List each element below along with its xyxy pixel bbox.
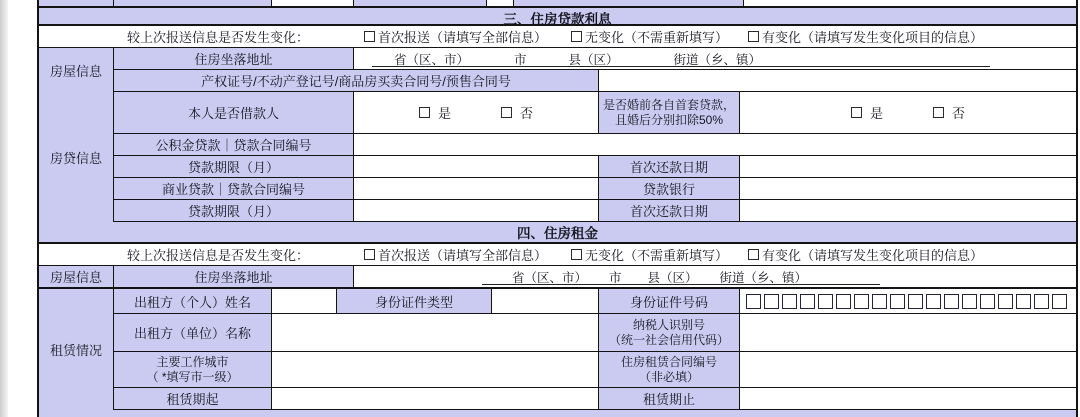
section4-header xyxy=(39,222,1076,244)
gjj-loan-term-label: 贷款期限（月） xyxy=(114,156,354,177)
section3-cert-row xyxy=(114,70,1076,92)
option-has-change xyxy=(748,27,983,46)
borrower-no-option: 否 xyxy=(501,103,533,122)
rental-situation-group-label: 租赁情况 xyxy=(39,289,114,410)
premarital-no-option: 否 xyxy=(933,103,965,122)
work-city-input[interactable] xyxy=(272,352,599,387)
id-digit-box xyxy=(800,294,815,309)
no-change-label: 无变化（不需重新填写） xyxy=(585,30,729,45)
taxpayer-id-label: 纳税人识别号 （统一社会信用代码） xyxy=(599,314,740,351)
lessor-person-name-label: 出租方（个人）姓名 xyxy=(114,289,272,313)
house-info-group-label: 房屋信息 xyxy=(39,266,114,287)
id-type-label: 身份证件类型 xyxy=(337,289,492,313)
prev-table-cell xyxy=(272,0,354,6)
id-digit-box xyxy=(980,294,995,309)
first-report-checkbox-icon[interactable] xyxy=(364,31,375,42)
gjj-first-repay-label: 首次还款日期 xyxy=(599,156,740,177)
tax-deduction-form-table xyxy=(37,0,1078,417)
borrower-yes-checkbox-icon[interactable] xyxy=(419,107,430,118)
no-change-label: 无变化（不需重新填写） xyxy=(585,248,729,263)
street-label: 街道（乡、镇） xyxy=(673,53,762,67)
id-number-label: 身份证件号码 xyxy=(599,289,740,313)
no-change-checkbox-icon[interactable] xyxy=(571,249,582,260)
gjj-loan-contract-input[interactable] xyxy=(354,134,1076,155)
lessor-person-name-input[interactable] xyxy=(272,289,337,313)
commercial-loan-contract-input[interactable] xyxy=(354,178,599,199)
borrower-no-checkbox-icon[interactable] xyxy=(501,107,512,118)
rental-contract-label: 住房租赁合同编号 （非必填） xyxy=(599,352,740,387)
first-report-label: 首次报送（请填写全部信息） xyxy=(378,30,548,45)
section3-title: 三、住房贷款利息 xyxy=(503,12,612,27)
work-city-row xyxy=(114,352,1076,388)
gjj-first-repay-input[interactable] xyxy=(740,156,1076,177)
option-no-change xyxy=(571,27,728,46)
loan-bank-input[interactable] xyxy=(740,178,1076,199)
rent-start-input[interactable] xyxy=(272,388,599,409)
section3-change-row xyxy=(39,26,1076,48)
id-number-boxes[interactable] xyxy=(740,294,1076,309)
premarital-yes-checkbox-icon[interactable] xyxy=(851,107,862,118)
id-digit-box xyxy=(908,294,923,309)
commercial-loan-row xyxy=(114,178,1076,200)
commercial-loan-contract-label: 商业贷款｜贷款合同编号 xyxy=(114,178,354,199)
section4-title: 四、住房租金 xyxy=(517,226,598,241)
property-cert-label: 产权证号/不动产登记号/商品房买卖合同号/预售合同号 xyxy=(114,70,599,91)
id-digit-box xyxy=(872,294,887,309)
property-cert-input[interactable] xyxy=(599,70,1076,91)
option-first-report xyxy=(364,245,547,264)
id-digit-box xyxy=(1016,294,1031,309)
premarital-loan-label: 是否婚前各自首套贷款， 且婚后分别扣除50% xyxy=(599,92,740,133)
city-label: 市 xyxy=(514,53,527,67)
address-blank-line[interactable] xyxy=(482,268,880,285)
id-digit-box xyxy=(890,294,905,309)
id-digit-box xyxy=(746,294,761,309)
section3-header xyxy=(39,8,1076,26)
work-city-label: 主要工作城市 （ *填写市一级） xyxy=(114,352,272,387)
first-report-checkbox-icon[interactable] xyxy=(364,249,375,260)
commercial-loan-term-label: 贷款期限（月） xyxy=(114,200,354,221)
section3-house-info-band xyxy=(39,48,1076,92)
province-label: 省（区、市） xyxy=(394,53,470,67)
section3-address-row xyxy=(114,48,1076,70)
section4-change-row xyxy=(39,244,1076,266)
commercial-first-repay-label: 首次还款日期 xyxy=(599,200,740,221)
street-label: 街道（乡、镇） xyxy=(719,271,808,285)
prev-table-cell xyxy=(744,0,1076,6)
commercial-loan-term-input[interactable] xyxy=(354,200,599,221)
borrower-yes-no-field xyxy=(354,92,599,133)
county-label: 县（区） xyxy=(568,53,619,67)
prev-table-cell xyxy=(487,0,514,6)
option-no-change xyxy=(571,245,728,264)
county-label: 县（区） xyxy=(647,271,698,285)
page-edge-shadow xyxy=(0,0,8,417)
premarital-yes-no-field xyxy=(740,92,1076,133)
address-blank-line[interactable] xyxy=(372,50,990,67)
id-digit-box xyxy=(1052,294,1067,309)
loan-bank-label: 贷款银行 xyxy=(599,178,740,199)
rental-address-input[interactable] xyxy=(354,266,1076,287)
lessor-unit-name-input[interactable] xyxy=(272,314,599,351)
commercial-term-row xyxy=(114,200,1076,222)
rental-contract-input[interactable] xyxy=(740,352,1076,387)
prev-table-cell xyxy=(39,0,114,6)
rent-start-label: 租赁期起 xyxy=(114,388,272,409)
id-digit-box xyxy=(962,294,977,309)
borrower-yes-option: 是 xyxy=(419,103,451,122)
id-type-input[interactable] xyxy=(492,289,599,313)
gjj-term-row xyxy=(114,156,1076,178)
prev-table-remnant-row xyxy=(39,0,1076,8)
prev-table-cell xyxy=(514,0,744,6)
option-first-report xyxy=(364,27,547,46)
rent-period-row xyxy=(114,388,1076,410)
gjj-loan-contract-label: 公积金贷款｜贷款合同编号 xyxy=(114,134,354,155)
rent-end-input[interactable] xyxy=(740,388,1076,409)
gjj-loan-row xyxy=(114,134,1076,156)
first-report-label: 首次报送（请填写全部信息） xyxy=(378,248,548,263)
change-question-label: 较上次报送信息是否发生变化： xyxy=(127,248,310,263)
gjj-loan-term-input[interactable] xyxy=(354,156,599,177)
id-digit-box xyxy=(944,294,959,309)
id-digit-box xyxy=(836,294,851,309)
has-change-checkbox-icon[interactable] xyxy=(748,249,759,260)
house-info-group-label: 房屋信息 xyxy=(39,48,114,92)
address-input[interactable] xyxy=(354,48,1076,69)
id-digit-box xyxy=(998,294,1013,309)
id-number-field xyxy=(740,289,1076,313)
id-digit-box xyxy=(818,294,833,309)
lessor-unit-name-label: 出租方（单位）名称 xyxy=(114,314,272,351)
address-label: 住房坐落地址 xyxy=(114,266,354,287)
rental-situation-band xyxy=(39,289,1076,410)
premarital-yes-option: 是 xyxy=(851,103,883,122)
id-digit-box xyxy=(764,294,779,309)
id-digit-box xyxy=(854,294,869,309)
loan-info-group-label: 房贷信息 xyxy=(39,92,114,222)
prev-table-cell xyxy=(114,0,272,6)
taxpayer-id-input[interactable] xyxy=(740,314,1076,351)
address-label: 住房坐落地址 xyxy=(114,48,354,69)
no-change-checkbox-icon[interactable] xyxy=(571,31,582,42)
rent-end-label: 租赁期止 xyxy=(599,388,740,409)
next-section-strip xyxy=(39,410,1076,417)
has-change-checkbox-icon[interactable] xyxy=(748,31,759,42)
has-change-label: 有变化（请填写发生变化项目的信息） xyxy=(762,30,984,45)
borrower-label: 本人是否借款人 xyxy=(114,92,354,133)
id-digit-box xyxy=(926,294,941,309)
province-label: 省（区、市） xyxy=(512,271,588,285)
section4-address-row xyxy=(39,266,1076,289)
prev-table-cell xyxy=(354,0,487,6)
lessor-unit-row xyxy=(114,314,1076,352)
change-question-label: 较上次报送信息是否发生变化： xyxy=(127,30,310,45)
id-digit-box xyxy=(1034,294,1049,309)
commercial-first-repay-input[interactable] xyxy=(740,200,1076,221)
borrower-row xyxy=(114,92,1076,134)
option-has-change xyxy=(748,245,983,264)
premarital-no-checkbox-icon[interactable] xyxy=(933,107,944,118)
city-label: 市 xyxy=(609,271,622,285)
has-change-label: 有变化（请填写发生变化项目的信息） xyxy=(762,248,984,263)
lessor-person-row xyxy=(114,289,1076,314)
id-digit-box xyxy=(782,294,797,309)
section3-loan-info-band xyxy=(39,92,1076,222)
